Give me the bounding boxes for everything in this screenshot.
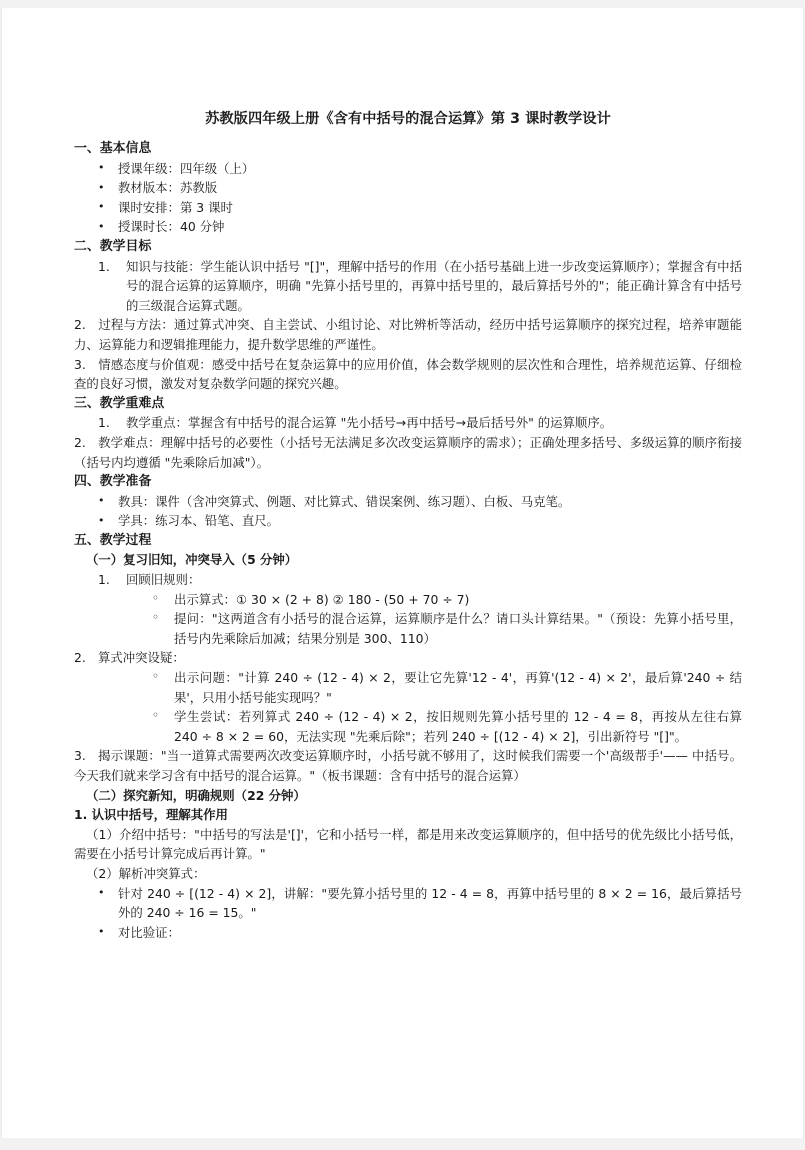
process-part-1-heading: （一）复习旧知，冲突导入（5 分钟） <box>86 552 298 568</box>
key-point-text: 教学重点：掌握含有中括号的混合运算 "先小括号→再中括号→最后括号外" 的运算顺序。 <box>126 415 613 431</box>
list-item: • 授课年级：四年级（上） <box>74 159 742 179</box>
process-step-label: 算式冲突设疑： <box>98 650 185 666</box>
preparation-list <box>74 492 742 531</box>
section-heading-process: 五、教学过程 <box>74 532 152 548</box>
section-heading-preparation: 四、教学准备 <box>74 474 152 490</box>
process-part-2-paragraph-1: （1）介绍中括号："中括号的写法是'[]'，它和小括号一样，都是用来改变运算顺序的，但中括号的优先级比小括号低，需要在小括号计算完成后再计算。" <box>74 826 742 862</box>
objective-text: 情感态度与价值观：感受中括号在复杂运算中的应用价值，体会数学规则的层次性和合理性，培养规范运算、仔细检查的良好习惯，激发对复杂数学问题的探究兴趣。 <box>74 356 742 392</box>
process-part-2-bullets <box>74 884 742 943</box>
objective-text: 知识与技能：学生能认识中括号 "[]"，理解中括号的作用（在小括号基础上进一步改变运算顺序）；掌握含有中括号的混合运算的运算顺序，明确 "先算小括号里的，再算中括号里的，最后算括号外的"；能正确计算含有中括号的三级混合运算式题。 <box>126 258 742 313</box>
objective-item-3 <box>74 355 742 394</box>
objective-text: 过程与方法：通过算式冲突、自主尝试、小组讨论、对比辨析等活动，经历中括号运算顺序的探究过程，培养审题能力、运算能力和逻辑推理能力，提升数学思维的严谨性。 <box>74 317 742 352</box>
list-marker: 3. <box>74 356 86 372</box>
sub-list-item: ◦ 提问："这两道含有小括号的混合运算，运算顺序是什么？请口头计算结果。"（预设：先算小括号里，括号内先乘除后加减；结果分别是 300、110） <box>74 609 742 648</box>
list-marker: 3. <box>74 748 86 764</box>
objective-item-2 <box>74 315 742 354</box>
section-heading-key-points: 三、教学重难点 <box>74 395 165 411</box>
list-marker: 2. <box>74 317 86 333</box>
page-title: 苏教版四年级上册《含有中括号的混合运算》第 3 课时教学设计 <box>205 111 611 127</box>
document-page <box>1 8 804 1138</box>
list-item: • 对比验证： <box>74 923 742 943</box>
process-part-2-heading: （二）探究新知，明确规则（22 分钟） <box>86 787 306 803</box>
basic-info-list <box>74 159 742 237</box>
process-step-2 <box>74 648 742 668</box>
process-step-label: 回顾旧规则： <box>126 572 201 588</box>
objective-item-1 <box>74 257 742 316</box>
process-step-text: 揭示课题："当一道算式需要两次改变运算顺序时，小括号就不够用了，这时候我们需要一个'高级帮手'—— 中括号。今天我们就来学习含有中括号的混合运算。"（板书课题：含有中括号的混合运算） <box>74 748 742 783</box>
sub-list-item: ◦ 学生尝试：若列算式 240 ÷ (12 - 4) × 2，按旧规则先算小括号里的 12 - 4 = 8，再按从左往右算 240 ÷ 8 × 2 = 60，无法实现 "先乘后除"；若列 240 ÷ [(12 - 4) × 2]，引出新符号 "[]"。 <box>74 707 742 746</box>
list-marker: 2. <box>74 650 86 666</box>
section-heading-basic-info: 一、基本信息 <box>74 141 152 156</box>
section-heading-objectives: 二、教学目标 <box>74 238 152 254</box>
process-step-3 <box>74 746 742 785</box>
sub-list-item: ◦ 出示算式：① 30 × (2 + 8) ② 180 - (50 + 70 ÷ 7) <box>74 590 742 610</box>
list-marker: 1. <box>98 415 110 431</box>
process-step-2-sublist <box>74 668 742 746</box>
key-point-item-1 <box>74 413 742 433</box>
list-item: • 课时安排：第 3 课时 <box>74 198 742 218</box>
list-marker: 1. <box>98 572 110 588</box>
list-item: • 教具：课件（含冲突算式、例题、对比算式、错误案例、练习题）、白板、马克笔。 <box>74 492 742 512</box>
sub-list-item: ◦ 出示问题："计算 240 ÷ (12 - 4) × 2，要让它先算'12 - 4'，再算'(12 - 4) × 2'，最后算'240 ÷ 结果'，只用小括号能实现吗？" <box>74 668 742 707</box>
document-content <box>74 108 742 942</box>
list-item: • 针对 240 ÷ [(12 - 4) × 2]，讲解："要先算小括号里的 12 - 4 = 8，再算中括号里的 8 × 2 = 16，最后算括号外的 240 ÷ 16 = 15。" <box>74 884 742 923</box>
list-item: • 教材版本：苏教版 <box>74 178 742 198</box>
process-part-2-paragraph-2: （2）解析冲突算式： <box>86 865 206 881</box>
key-point-text: 教学难点：理解中括号的必要性（小括号无法满足多次改变运算顺序的需求）；正确处理多括号、多级运算的顺序衔接（括号内均遵循 "先乘除后加减"）。 <box>74 434 742 470</box>
list-item: • 授课时长：40 分钟 <box>74 217 742 237</box>
list-marker: 2. <box>74 434 86 450</box>
process-step-1 <box>74 570 742 590</box>
process-step-1-sublist <box>74 590 742 649</box>
list-marker: 1. <box>98 258 110 274</box>
list-item: • 学具：练习本、铅笔、直尺。 <box>74 511 742 531</box>
process-part-2-sub1-heading: 1. 认识中括号，理解其作用 <box>74 807 228 823</box>
key-point-item-2 <box>74 433 742 472</box>
